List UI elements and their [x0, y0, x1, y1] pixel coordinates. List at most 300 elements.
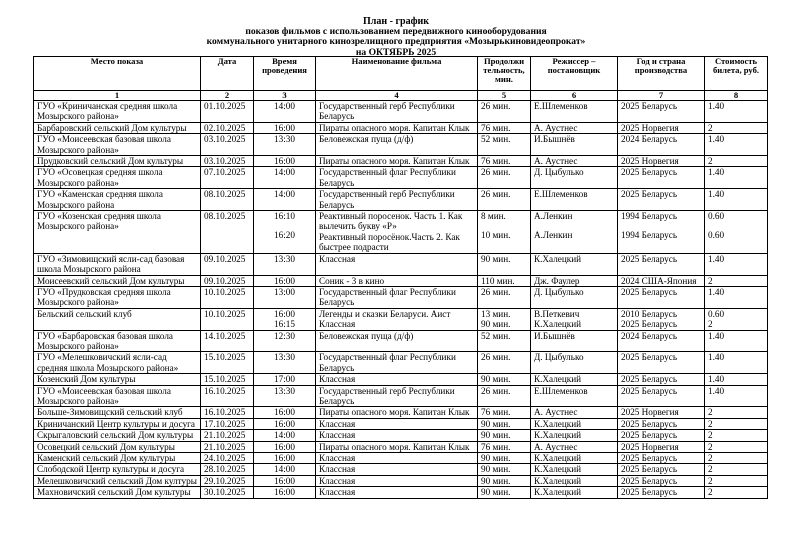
- place-cell: Махновичский сельский Дом культуры: [34, 487, 201, 498]
- price-cell: [705, 475, 768, 486]
- director-cell: [531, 211, 618, 254]
- film-cell: [316, 453, 478, 464]
- time-cell-line: 14:00: [274, 101, 295, 111]
- price-cell: [705, 308, 768, 330]
- time-cell-line: 13:30: [274, 134, 295, 145]
- schedule-table: [33, 56, 768, 499]
- table-row: [34, 418, 768, 429]
- price-cell-line: 2: [708, 156, 713, 167]
- origin-cell-line: 2025 Беларусь: [621, 374, 678, 385]
- director-cell: [531, 101, 618, 123]
- director-cell: [531, 308, 618, 330]
- price-cell-line: 1.40: [708, 134, 725, 145]
- time-cell: [254, 286, 316, 308]
- origin-cell: [618, 475, 705, 486]
- origin-cell-line: 2025 Беларусь: [621, 418, 678, 429]
- film-cell-line: Классная: [319, 418, 356, 429]
- duration-cell-line: 90 мин.: [481, 418, 511, 429]
- table-row: [34, 330, 768, 352]
- origin-cell-line: 2025 Беларусь: [621, 286, 678, 297]
- director-cell-line: В.Петкевич: [534, 308, 580, 319]
- date-cell: 08.10.2025: [201, 211, 254, 254]
- col-num: 6: [531, 91, 618, 101]
- time-cell-line: 16:00: [274, 407, 295, 418]
- film-cell-line: Государственный флаг Республики Беларусь: [319, 167, 456, 188]
- duration-cell-line: 90 мин.: [481, 374, 511, 385]
- origin-cell-line: 2025 Беларусь: [621, 385, 678, 396]
- date-cell: 02.10.2025: [201, 122, 254, 133]
- time-cell-line: 16:00: [274, 475, 295, 486]
- time-cell: [254, 430, 316, 441]
- origin-cell: [618, 134, 705, 156]
- origin-cell-line: 2025 Беларусь: [621, 101, 678, 111]
- duration-cell-line: 90 мин.: [481, 487, 511, 498]
- table-row: [34, 101, 768, 123]
- table-row: [34, 308, 768, 330]
- col-header-place: Место показа: [34, 57, 201, 91]
- duration-cell: [478, 211, 531, 254]
- time-cell-line: 16:00: [274, 418, 295, 429]
- date-cell: 15.10.2025: [201, 374, 254, 385]
- time-cell: [254, 308, 316, 330]
- origin-cell: [618, 275, 705, 286]
- time-cell: [254, 407, 316, 418]
- time-cell: [254, 374, 316, 385]
- price-cell-line: 2: [708, 407, 713, 418]
- director-cell: [531, 441, 618, 452]
- director-cell: [531, 385, 618, 407]
- director-cell: [531, 286, 618, 308]
- origin-cell-line: 1994 Беларусь: [621, 211, 678, 222]
- time-cell-line: 14:00: [274, 430, 295, 441]
- director-cell-line: К.Халецкий: [534, 319, 582, 330]
- table-row: [34, 211, 768, 254]
- price-cell-line: 2: [708, 453, 713, 463]
- origin-cell-line: 2025 Беларусь: [621, 430, 678, 441]
- film-cell-line: Классная: [319, 487, 356, 498]
- film-cell: [316, 286, 478, 308]
- origin-cell-line: 2025 Беларусь: [621, 475, 678, 486]
- col-header-director: Режиссер – постановщик: [531, 57, 618, 91]
- duration-cell: [478, 418, 531, 429]
- time-cell: [254, 167, 316, 189]
- col-num: 8: [705, 91, 768, 101]
- place-cell: Осовецкий сельский Дом культуры: [34, 441, 201, 452]
- duration-cell: [478, 101, 531, 123]
- film-cell-line: Пираты опасного моря. Капитан Клык: [319, 407, 470, 418]
- duration-cell-line: 8 мин.: [481, 211, 506, 222]
- film-cell-line: Беловежская пуща (д/ф): [319, 134, 414, 145]
- duration-cell-line: 90 мин.: [481, 253, 511, 264]
- time-cell: [254, 122, 316, 133]
- time-cell-line: 16:00: [274, 156, 295, 167]
- origin-cell: [618, 211, 705, 254]
- price-cell: [705, 385, 768, 407]
- price-cell: [705, 253, 768, 275]
- origin-cell: [618, 122, 705, 133]
- film-cell-line: Государственный герб Республики Беларусь: [319, 101, 455, 122]
- duration-cell: [478, 286, 531, 308]
- film-cell: [316, 253, 478, 275]
- film-cell: [316, 407, 478, 418]
- origin-cell: [618, 286, 705, 308]
- col-header-price: Стоимость билета, руб.: [705, 57, 768, 91]
- price-cell: [705, 418, 768, 429]
- director-cell-line: И.Бышнёв: [534, 330, 575, 341]
- col-header-date: Дата: [201, 57, 254, 91]
- title-line: План - график: [362, 16, 430, 27]
- origin-cell-line: 2025 Норвегия: [621, 122, 679, 133]
- price-cell: [705, 441, 768, 452]
- duration-cell: [478, 308, 531, 330]
- price-cell: [705, 286, 768, 308]
- price-cell-line: 2: [708, 275, 713, 286]
- price-cell-line: 1.40: [708, 385, 725, 396]
- origin-cell: [618, 418, 705, 429]
- duration-cell-line: 26 мин.: [481, 189, 511, 200]
- origin-cell-line: 2025 Беларусь: [621, 319, 678, 330]
- director-cell: [531, 156, 618, 167]
- price-cell-line: 1.40: [708, 253, 725, 264]
- time-cell: [254, 253, 316, 275]
- director-cell-line: Дж. Фаулер: [534, 275, 580, 286]
- time-cell: [254, 330, 316, 352]
- price-cell: [705, 430, 768, 441]
- film-cell-line: Классная: [319, 430, 356, 441]
- director-cell: [531, 275, 618, 286]
- place-cell: ГУО «Козенская средняя школа Мозырского района»: [34, 211, 201, 254]
- director-cell-line: Д. Цыбулько: [534, 352, 584, 363]
- director-cell-line: К.Халецкий: [534, 253, 582, 264]
- price-cell: [705, 464, 768, 475]
- price-cell-line: 0.60: [708, 211, 725, 222]
- place-cell: ГУО «Зимовищский ясли-сад базовая школа Мозырского района: [34, 253, 201, 275]
- director-cell-line: К.Халецкий: [534, 464, 582, 475]
- director-cell-line: К.Халецкий: [534, 430, 582, 441]
- duration-cell: [478, 134, 531, 156]
- film-cell: [316, 418, 478, 429]
- origin-cell: [618, 330, 705, 352]
- place-cell: Больше-Зимовищский сельский клуб: [34, 407, 201, 418]
- price-cell-line: 1.40: [708, 352, 725, 363]
- duration-cell: [478, 122, 531, 133]
- spacer: [621, 221, 701, 230]
- duration-cell: [478, 374, 531, 385]
- price-cell-line: 1.40: [708, 330, 725, 341]
- table-row: [34, 189, 768, 211]
- duration-cell: [478, 275, 531, 286]
- place-cell: ГУО «Прудковская средняя школа Мозырского района»: [34, 286, 201, 308]
- time-cell: [254, 418, 316, 429]
- duration-cell-line: 110 мин.: [481, 275, 515, 286]
- date-cell: 21.10.2025: [201, 430, 254, 441]
- place-cell: ГУО «Моисеевская базовая школа Мозырского района»: [34, 385, 201, 407]
- date-cell: 10.10.2025: [201, 308, 254, 330]
- origin-cell: [618, 253, 705, 275]
- time-cell: [254, 475, 316, 486]
- origin-cell-line: 2025 Беларусь: [621, 189, 678, 200]
- film-cell: [316, 122, 478, 133]
- date-cell: 08.10.2025: [201, 189, 254, 211]
- date-cell: 07.10.2025: [201, 167, 254, 189]
- director-cell: [531, 134, 618, 156]
- duration-cell-line: 26 мин.: [481, 167, 511, 178]
- price-cell-line: 2: [708, 319, 713, 330]
- film-cell-line: Пираты опасного моря. Капитан Клык: [319, 156, 470, 167]
- origin-cell-line: 2025 Беларусь: [621, 352, 678, 363]
- origin-cell-line: 2025 Беларусь: [621, 167, 678, 178]
- spacer: [708, 221, 764, 230]
- price-cell-line: 0.60: [708, 308, 725, 319]
- duration-cell: [478, 167, 531, 189]
- director-cell-line: К.Халецкий: [534, 487, 582, 498]
- director-cell: [531, 453, 618, 464]
- origin-cell: [618, 453, 705, 464]
- price-cell: [705, 189, 768, 211]
- place-cell: ГУО «Осовецкая средняя школа Мозырского района»: [34, 167, 201, 189]
- duration-cell-line: 76 мин.: [481, 407, 511, 418]
- film-cell-line: Пираты опасного моря. Капитан Клык: [319, 441, 470, 452]
- duration-cell-line: 26 мин.: [481, 286, 511, 297]
- price-cell-line: 2: [708, 430, 713, 441]
- spacer: [534, 221, 614, 230]
- time-cell-line: 16:00: [274, 275, 295, 286]
- date-cell: 14.10.2025: [201, 330, 254, 352]
- director-cell-line: К.Халецкий: [534, 453, 582, 463]
- date-cell: 21.10.2025: [201, 441, 254, 452]
- director-cell-line: Е.Шлеменков: [534, 385, 588, 396]
- film-cell-line: Реактивный поросёнок.Часть 2. Как быстрее подрасти: [319, 231, 460, 253]
- date-cell: 17.10.2025: [201, 418, 254, 429]
- film-cell: [316, 275, 478, 286]
- duration-cell: [478, 407, 531, 418]
- date-cell: 24.10.2025: [201, 453, 254, 464]
- director-cell-line: А. Аустнес: [534, 122, 578, 133]
- table-row: [34, 464, 768, 475]
- film-cell-line: Классная: [319, 253, 356, 264]
- price-cell-line: 1.40: [708, 374, 725, 385]
- place-cell: Скрыгаловский сельский Дом культуры: [34, 430, 201, 441]
- origin-cell-line: 2024 США-Япония: [621, 275, 697, 286]
- film-cell-line: Государственный флаг Республики Беларусь: [319, 286, 456, 308]
- price-cell: [705, 134, 768, 156]
- film-cell: [316, 189, 478, 211]
- price-cell: [705, 167, 768, 189]
- date-cell: 03.10.2025: [201, 156, 254, 167]
- date-cell: 28.10.2025: [201, 464, 254, 475]
- director-cell: [531, 430, 618, 441]
- film-cell-line: Легенды и сказки Беларуси. Аист: [319, 308, 451, 319]
- date-cell: 01.10.2025: [201, 101, 254, 123]
- price-cell-line: 2: [708, 418, 713, 429]
- time-cell: [254, 275, 316, 286]
- time-cell: [254, 464, 316, 475]
- origin-cell-line: 2024 Беларусь: [621, 134, 678, 145]
- table-row: [34, 385, 768, 407]
- time-cell: [254, 101, 316, 123]
- duration-cell-line: 90 мин.: [481, 453, 511, 463]
- director-cell-line: И.Бышнёв: [534, 134, 575, 145]
- table-row: [34, 374, 768, 385]
- place-cell: ГУО «Каменская средняя школа Мозырского района: [34, 189, 201, 211]
- title-line: на ОКТЯБРЬ 2025: [355, 46, 437, 58]
- price-cell: [705, 352, 768, 374]
- place-cell: ГУО «Мелешковичский ясли-сад средняя школа Мозырского района»: [34, 352, 201, 374]
- origin-cell-line: 2025 Норвегия: [621, 441, 679, 452]
- date-cell: 10.10.2025: [201, 286, 254, 308]
- film-cell: [316, 167, 478, 189]
- film-cell-line: Государственный герб Республики Беларусь: [319, 385, 455, 406]
- place-cell: Каменский сельский Дом культуры: [34, 453, 201, 464]
- duration-cell: [478, 189, 531, 211]
- price-cell: [705, 374, 768, 385]
- date-cell: 15.10.2025: [201, 352, 254, 374]
- director-cell: [531, 374, 618, 385]
- origin-cell: [618, 189, 705, 211]
- time-cell-line: 13:30: [274, 352, 295, 363]
- place-cell: Бельский сельский клуб: [34, 308, 201, 330]
- duration-cell-line: 90 мин.: [481, 430, 511, 441]
- film-cell: [316, 475, 478, 486]
- time-cell-line: 16:00: [274, 122, 295, 133]
- duration-cell-line: 90 мин.: [481, 319, 511, 330]
- origin-cell-line: 1994 Беларусь: [621, 230, 678, 241]
- director-cell: [531, 487, 618, 498]
- director-cell: [531, 464, 618, 475]
- duration-cell: [478, 253, 531, 275]
- time-cell: [254, 211, 316, 254]
- duration-cell: [478, 385, 531, 407]
- price-cell-line: 2: [708, 487, 713, 498]
- time-cell-line: 14:00: [274, 464, 295, 475]
- time-cell-line: 16:10: [274, 211, 295, 222]
- price-cell-line: 1.40: [708, 167, 725, 178]
- origin-cell-line: 2025 Беларусь: [621, 253, 678, 264]
- director-cell: [531, 407, 618, 418]
- film-cell: [316, 464, 478, 475]
- document-title: [0, 17, 792, 58]
- duration-cell: [478, 487, 531, 498]
- film-cell: [316, 156, 478, 167]
- price-cell-line: 1.40: [708, 286, 725, 297]
- origin-cell: [618, 352, 705, 374]
- film-cell-line: Классная: [319, 319, 356, 330]
- time-cell: [254, 487, 316, 498]
- origin-cell-line: 2025 Беларусь: [621, 487, 678, 498]
- duration-cell-line: 26 мин.: [481, 352, 511, 363]
- origin-cell-line: 2025 Беларусь: [621, 453, 678, 463]
- film-cell-line: Пираты опасного моря. Капитан Клык: [319, 122, 470, 133]
- director-cell: [531, 352, 618, 374]
- film-cell-line: Государственный флаг Республики Беларусь: [319, 352, 456, 373]
- price-cell: [705, 101, 768, 123]
- price-cell: [705, 156, 768, 167]
- film-cell: [316, 441, 478, 452]
- director-cell: [531, 122, 618, 133]
- col-num: 7: [618, 91, 705, 101]
- place-cell: Криничанский Центр культуры и досуга: [34, 418, 201, 429]
- place-cell: Слободской Центр культуры и досуга: [34, 464, 201, 475]
- film-cell-line: Классная: [319, 374, 356, 385]
- spacer: [257, 221, 312, 230]
- col-header-origin: Год и страна производства: [618, 57, 705, 91]
- header-row: [34, 57, 768, 91]
- director-cell: [531, 167, 618, 189]
- film-cell-line: Классная: [319, 453, 356, 463]
- table-row: [34, 156, 768, 167]
- duration-cell-line: 90 мин.: [481, 464, 511, 475]
- place-cell: Мелешковичский сельский Дом културы: [34, 475, 201, 486]
- table-row: [34, 122, 768, 133]
- origin-cell: [618, 385, 705, 407]
- time-cell-line: 13:30: [274, 385, 295, 396]
- column-number-row: [34, 91, 768, 101]
- film-cell: [316, 330, 478, 352]
- date-cell: 30.10.2025: [201, 487, 254, 498]
- origin-cell-line: 2024 Беларусь: [621, 330, 678, 341]
- film-cell: [316, 308, 478, 330]
- title-line: показов фильмов с использованием передвижного кинооборудования: [245, 26, 547, 38]
- film-cell-line: Государственный герб Республики Беларусь: [319, 189, 455, 210]
- price-cell: [705, 330, 768, 352]
- price-cell-line: 1.40: [708, 189, 725, 200]
- origin-cell: [618, 308, 705, 330]
- director-cell: [531, 189, 618, 211]
- date-cell: 09.10.2025: [201, 253, 254, 275]
- duration-cell-line: 26 мин.: [481, 101, 511, 111]
- time-cell: [254, 156, 316, 167]
- origin-cell-line: 2025 Норвегия: [621, 407, 679, 418]
- price-cell-line: 2: [708, 464, 713, 475]
- origin-cell: [618, 407, 705, 418]
- film-cell-line: Соник - 3 в кино: [319, 275, 385, 286]
- duration-cell: [478, 441, 531, 452]
- director-cell-line: Д. Цыбулько: [534, 167, 584, 178]
- time-cell-line: 16:00: [274, 308, 295, 319]
- time-cell: [254, 385, 316, 407]
- duration-cell-line: 52 мин.: [481, 134, 511, 145]
- time-cell: [254, 441, 316, 452]
- table-row: [34, 352, 768, 374]
- price-cell: [705, 407, 768, 418]
- duration-cell-line: 10 мин.: [481, 230, 511, 241]
- col-num: 4: [316, 91, 478, 101]
- place-cell: ГУО «Криничанская средняя школа Мозырского района»: [34, 101, 201, 123]
- duration-cell-line: 52 мин.: [481, 330, 511, 341]
- duration-cell: [478, 464, 531, 475]
- place-cell: ГУО «Моисеевская базовая школа Мозырского района»: [34, 134, 201, 156]
- duration-cell: [478, 453, 531, 464]
- duration-cell: [478, 475, 531, 486]
- time-cell-line: 12:30: [274, 330, 295, 341]
- spacer: [481, 221, 527, 230]
- date-cell: 03.10.2025: [201, 134, 254, 156]
- film-cell: [316, 101, 478, 123]
- director-cell-line: А. Аустнес: [534, 156, 578, 167]
- time-cell: [254, 134, 316, 156]
- director-cell-line: А.Ленкин: [534, 211, 573, 222]
- director-cell: [531, 253, 618, 275]
- place-cell: Козенский Дом культуры: [34, 374, 201, 385]
- film-cell-line: Беловежская пуща (д/ф): [319, 330, 414, 341]
- place-cell: Барбаровский сельский Дом культуры: [34, 122, 201, 133]
- origin-cell-line: 2025 Беларусь: [621, 464, 678, 475]
- film-cell-line: Классная: [319, 475, 356, 486]
- duration-cell: [478, 330, 531, 352]
- table-row: [34, 253, 768, 275]
- duration-cell-line: 76 мин.: [481, 156, 511, 167]
- table-row: [34, 430, 768, 441]
